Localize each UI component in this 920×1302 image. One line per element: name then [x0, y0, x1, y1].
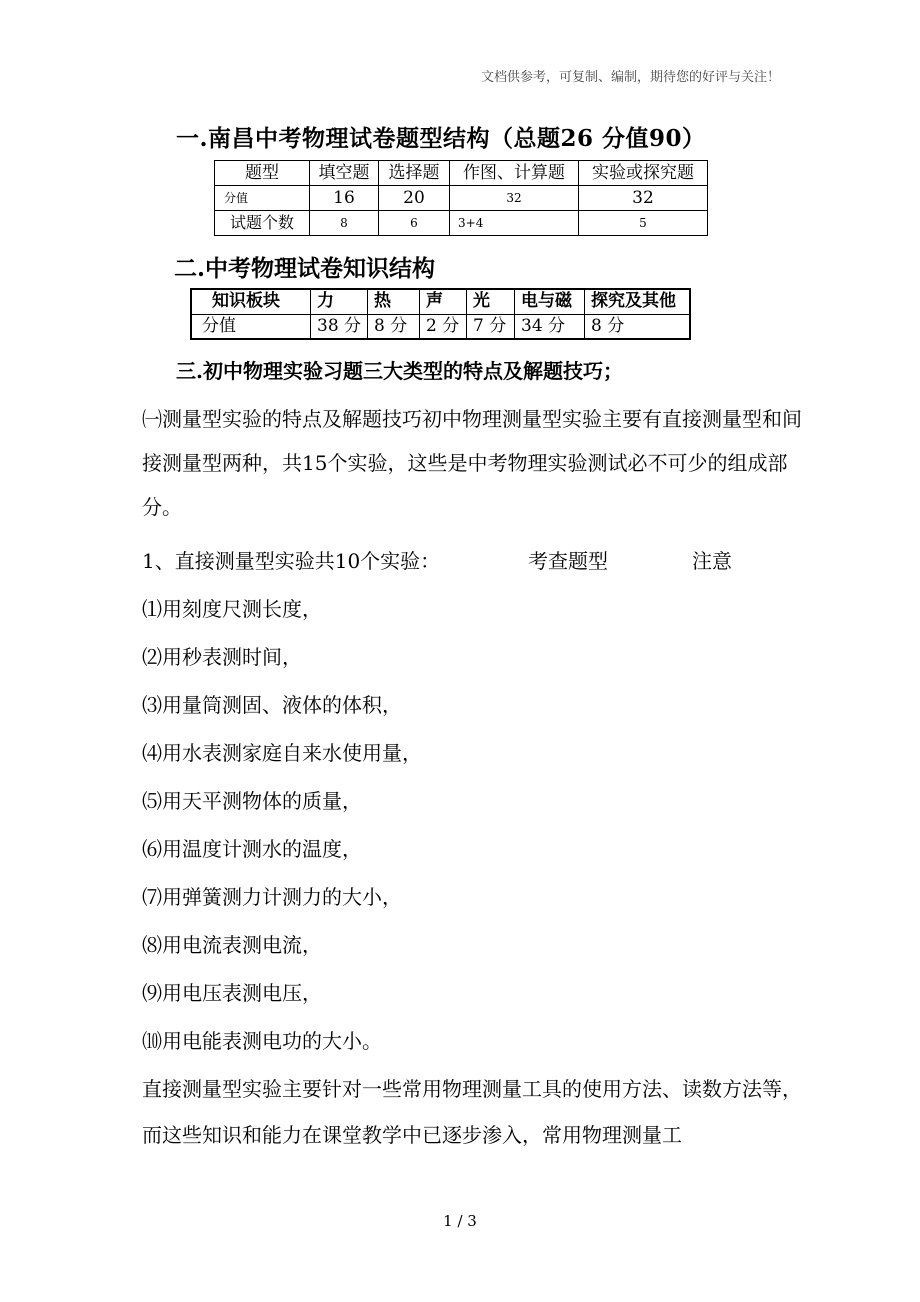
list-item: ⑻用电流表测电流，	[142, 933, 322, 957]
table-cell: 16	[310, 186, 379, 211]
list-item: ⑺用弹簧测力计测力的大小，	[142, 885, 402, 909]
section3-title: 三.初中物理实验习题三大类型的特点及解题技巧；	[176, 359, 623, 383]
table-cell: 8	[310, 211, 379, 236]
table-row	[191, 314, 690, 339]
question-type-table	[214, 160, 708, 236]
table-cell: 填空题	[310, 161, 379, 186]
column-label-type: 考查题型	[528, 549, 608, 573]
intro-paragraph: ㈠测量型实验的特点及解题技巧初中物理测量型实验主要有直接测量型和间接测量型两种，共15个实验，这些是中考物理实验测试必不可少的组成部分。	[142, 407, 802, 519]
table-cell: 20	[379, 186, 450, 211]
table-cell: 38 分	[311, 314, 368, 339]
table-cell: 分值	[215, 186, 310, 211]
table-cell: 34 分	[515, 314, 585, 339]
list-item: ⑼用电压表测电压，	[142, 981, 322, 1005]
table-cell: 8 分	[585, 314, 691, 339]
table-cell: 探究及其他	[585, 289, 691, 314]
table-row	[191, 289, 690, 314]
table-cell: 分值	[191, 314, 311, 339]
column-label-note: 注意	[692, 549, 732, 573]
table-cell: 作图、计算题	[450, 161, 579, 186]
table-cell: 试题个数	[215, 211, 310, 236]
table-cell: 题型	[215, 161, 310, 186]
list-item: ⑸用天平测物体的质量，	[142, 789, 362, 813]
table-cell: 电与磁	[515, 289, 585, 314]
table-cell: 32	[450, 186, 579, 211]
table-row	[215, 161, 708, 186]
table-cell: 实验或探究题	[579, 161, 708, 186]
table-cell: 5	[579, 211, 708, 236]
table-row	[215, 211, 708, 236]
table-cell: 光	[467, 289, 515, 314]
list-item: ⑶用量筒测固、液体的体积，	[142, 693, 402, 717]
table-cell: 32	[579, 186, 708, 211]
knowledge-structure-table	[190, 288, 691, 340]
table-cell: 力	[311, 289, 368, 314]
table-cell: 热	[368, 289, 420, 314]
table-cell: 7 分	[467, 314, 515, 339]
list-item: ⑷用水表测家庭自来水使用量，	[142, 741, 422, 765]
table-cell: 知识板块	[191, 289, 311, 314]
table-cell: 声	[420, 289, 467, 314]
list-item: ⑹用温度计测水的温度，	[142, 837, 362, 861]
list-item: ⑴用刻度尺测长度，	[142, 597, 322, 621]
table-cell: 8 分	[368, 314, 420, 339]
section2-title: 二.中考物理试卷知识结构	[174, 255, 436, 282]
page-number: 1 / 3	[443, 1212, 477, 1230]
closing-paragraph: 直接测量型实验主要针对一些常用物理测量工具的使用方法、读数方法等，而这些知识和能力在课堂教学中已逐步渗入，常用物理测量工	[142, 1077, 802, 1147]
list-item: ⑽用电能表测电功的大小。	[142, 1029, 382, 1053]
table-cell: 2 分	[420, 314, 467, 339]
table-cell: 6	[379, 211, 450, 236]
table-cell: 3+4	[450, 211, 579, 236]
table-row	[215, 186, 708, 211]
sub-heading: 1、直接测量型实验共10个实验：	[142, 549, 441, 573]
section1-title: 一.南昌中考物理试卷题型结构（总题26 分值90）	[176, 125, 706, 152]
table-cell: 选择题	[379, 161, 450, 186]
list-item: ⑵用秒表测时间，	[142, 645, 302, 669]
header-note: 文档供参考，可复制、编制，期待您的好评与关注！	[480, 70, 780, 85]
